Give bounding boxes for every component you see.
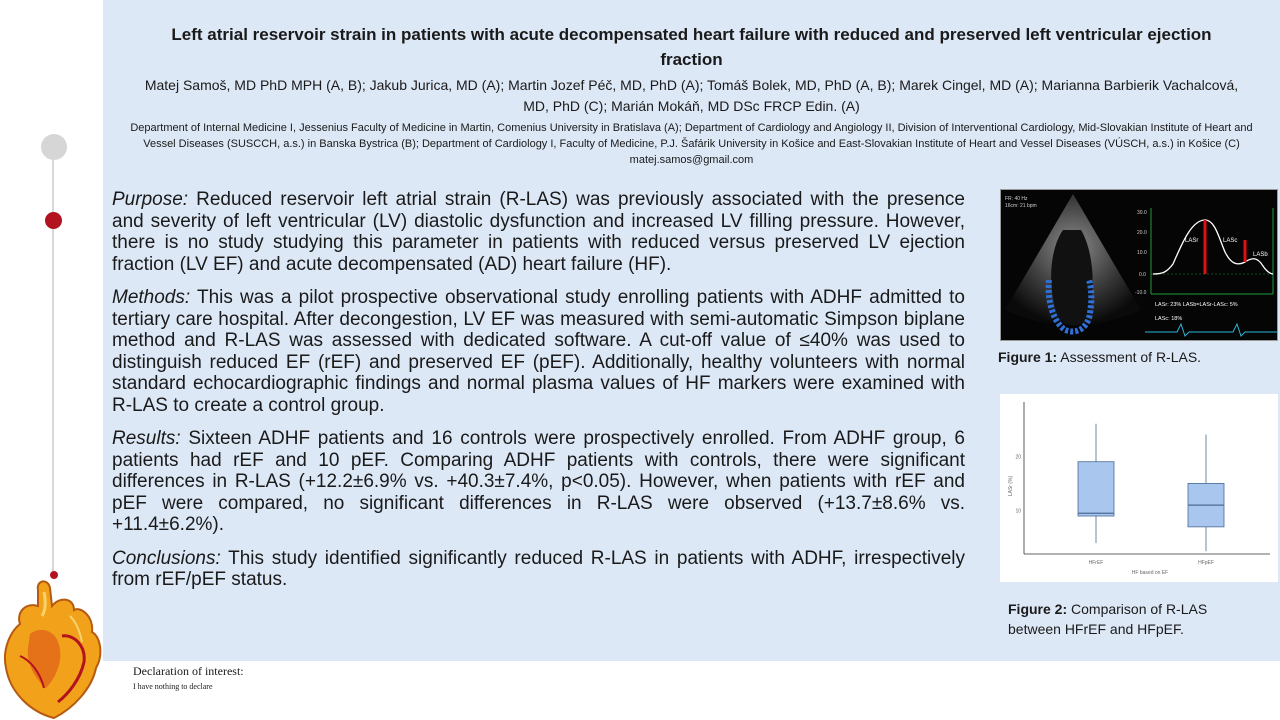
methods-label: Methods: (112, 287, 191, 308)
boxplot-xlabel: HF based on EF (1131, 570, 1169, 576)
abstract (112, 189, 965, 603)
strain-tick-20: 20.0 (1137, 230, 1147, 236)
echo-chamber (1051, 230, 1093, 326)
figure1-caption (998, 348, 1201, 367)
figure2-caption-label: Figure 2: (1008, 601, 1068, 617)
poster-title: Left atrial reservoir strain in patients with acute decompensated heart failure with reduced and preserved left ventricular ejection fraction (171, 25, 1212, 69)
purpose-text: Reduced reservoir left atrial strain (R-LAS) was previously associated with the presence and severity of left ventricular (LV) diastolic dysfunction and increased LV filling pressure. However, there is no study studying this parameter in patients with reduced versus preserved LV ejection fraction (LV EF) and acute decompensated (AD) heart failure (HF). (112, 189, 965, 275)
methods-text: This was a pilot prospective observational study enrolling patients with ADHF admitted to tertiary care hospital. After decongestion, LV EF was measured with semi-automatic Simpson biplane method and R-LAS was assessed with dedicated software. A cut-off value of ≤40% was used to distinguish reduced EF (rEF) and preserved EF (pEF). Additionally, healthy volunteers with normal standard echocardiographic findings and normal plasma values of HF markers were examined with R-LAS to create a control group. (112, 287, 965, 416)
strain-tick-30: 30.0 (1137, 210, 1147, 216)
affiliations: Department of Internal Medicine I, Jessenius Faculty of Medicine in Martin, Comenius University in Bratislava (A); Department of Cardiology and Angiology II, Division of Interventional Cardiology, Mid-Slovakian Institute of Heart and Vessel Diseases (SUSCCH, a.s.) in Banska Bystrica (B); Department of Cardiology I, Faculty of Medicine, P.J. Šafárik University in Košice and East-Slovakian Institute of Heart and Vessel Diseases (VÚSCH, a.s.) in Košice (C) (130, 122, 1253, 150)
boxplot-tick-label-20: 20 (1015, 454, 1021, 461)
purpose-label: Purpose: (112, 189, 189, 210)
boxplot-category-hfpef: HFpEF (1198, 560, 1214, 566)
lasr-label: LASr (1185, 238, 1199, 244)
lasc-label: LASc (1223, 238, 1238, 244)
methods-paragraph (112, 287, 965, 416)
timeline-dot-gray (41, 134, 67, 160)
declaration-title: Declaration of interest: (133, 664, 244, 678)
echo-depth-label: 16cm: 21 bpm (1005, 203, 1037, 209)
boxplot-chart (1000, 394, 1278, 582)
strain-curve (1153, 220, 1273, 274)
echo-fr-label: FR: 40 Hz (1005, 196, 1028, 202)
strain-graph (1135, 208, 1273, 296)
figure1-caption-label: Figure 1: (998, 349, 1058, 365)
heart-illustration (0, 576, 104, 720)
figure1-echo-svg (1001, 190, 1277, 340)
strain-tick-0: 0.0 (1139, 272, 1146, 278)
strain-readout-2: LASc: 18% (1155, 316, 1183, 322)
conclusions-text: This study identified significantly reduced R-LAS in patients with ADHF, irrespectively from rEF/pEF status. (112, 547, 965, 590)
boxplot-category-hfref: HFrEF (1088, 560, 1104, 566)
lasb-label: LASb (1253, 252, 1268, 258)
declaration-text: I have nothing to declare (133, 682, 213, 691)
figure2-caption-text: Comparison of R-LAS between HFrEF and HFpEF. (1008, 601, 1208, 637)
figure2-image (1000, 394, 1278, 582)
boxplot-box-hfref (1078, 462, 1114, 516)
authors: Matej Samoš, MD PhD MPH (A, B); Jakub Jurica, MD (A); Martin Jozef Péč, MD, PhD (A); Tomáš Bolek, MD, PhD (A, B); Marek Cingel, MD (A); Marianna Barbierik Vachalcová, MD, PhD (C); Marián Mokáň, MD DSc FRCP Edin. (A) (144, 77, 1239, 114)
ecg-trace (1145, 324, 1277, 336)
boxplot-tick-label-10: 10 (1015, 508, 1021, 515)
conclusions-label: Conclusions: (112, 547, 221, 569)
figure2-caption (1008, 599, 1258, 639)
results-label: Results: (112, 428, 181, 449)
figure1-caption-text: Assessment of R-LAS. (1057, 349, 1202, 365)
conclusions-paragraph (112, 548, 965, 591)
results-text: Sixteen ADHF patients and 16 controls were prospectively enrolled. From ADHF group, 6 patients had rEF and 10 pEF. Comparing ADHF patients with controls, there were significant differences in R-LAS (+12.2±6.9% vs. +40.3±7.4%, p<0.05). However, when patients with rEF and pEF were compared, no significant differences in R-LAS were observed (+13.7±8.6% vs. +11.4±6.2%). (112, 428, 965, 535)
figure1-image (1000, 189, 1278, 341)
results-paragraph (112, 428, 965, 536)
purpose-paragraph (112, 189, 965, 275)
strain-readout-1: LASr: 23% LASb=LASr-LASc: 5% (1155, 302, 1238, 308)
timeline-dot-red (45, 212, 62, 229)
contact-email: matej.samos@gmail.com (629, 154, 754, 166)
strain-tick-neg10: -10.0 (1135, 290, 1147, 296)
boxplot-ylabel: LASr (%) (1008, 475, 1014, 497)
poster-header (103, 22, 1280, 168)
strain-tick-10: 10.0 (1137, 250, 1147, 256)
declaration (133, 664, 244, 693)
